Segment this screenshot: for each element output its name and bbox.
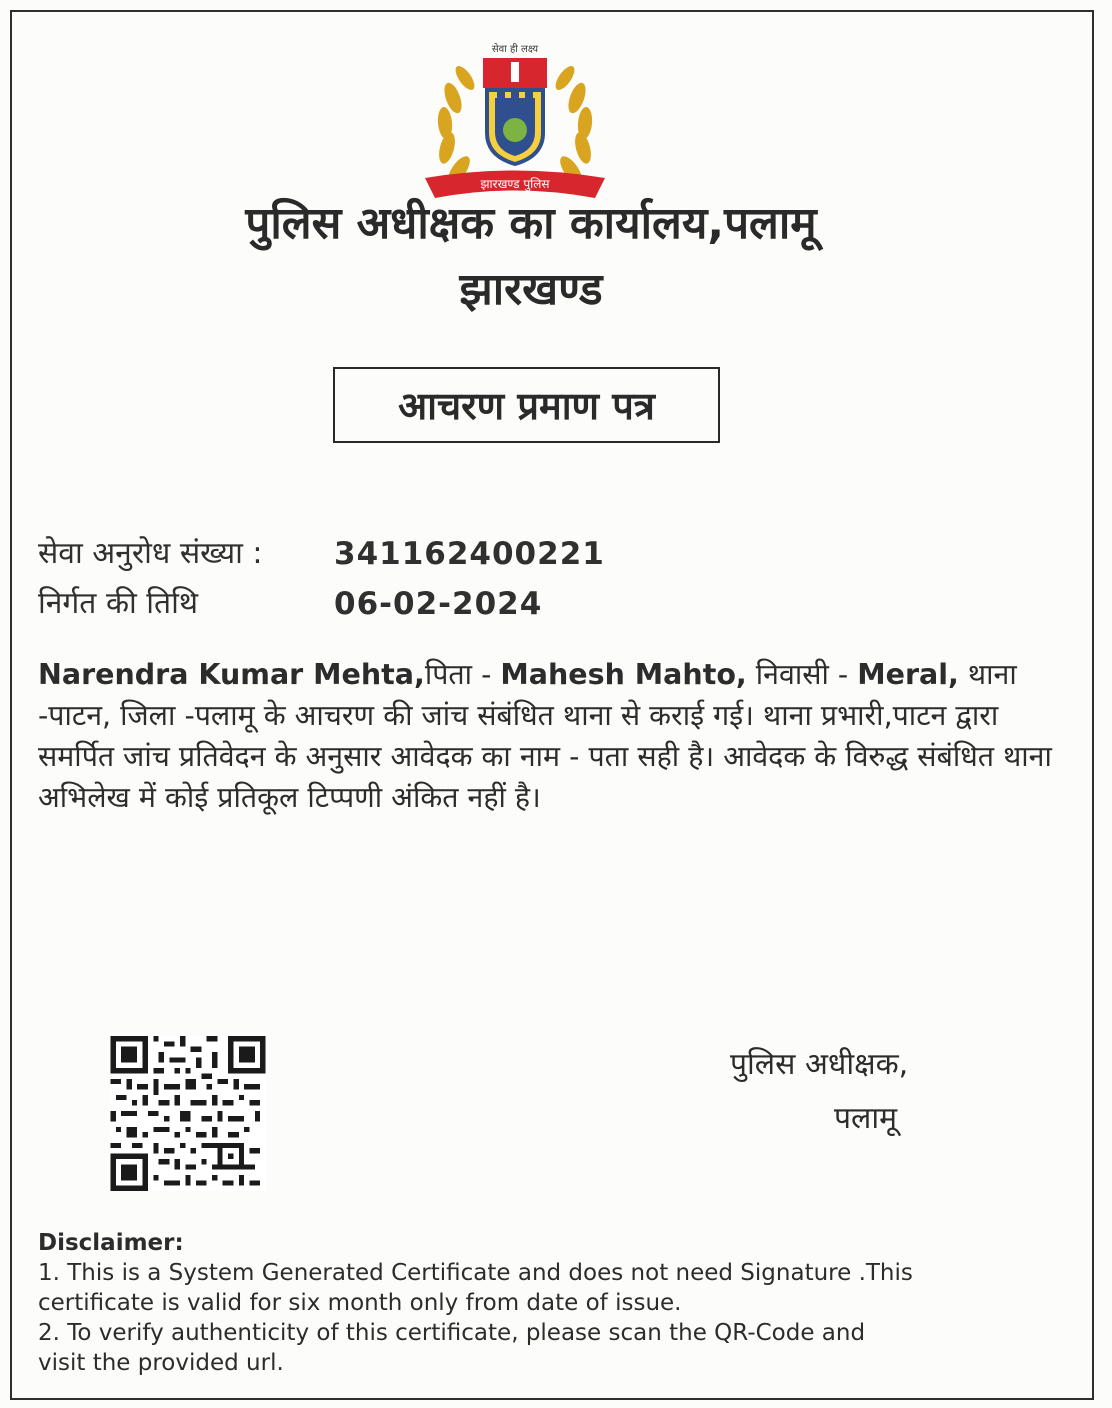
request-number-label: सेवा अनुरोध संख्या :	[38, 536, 263, 571]
disclaimer-line: 1. This is a System Generated Certificate and does not need Signature .This	[38, 1260, 913, 1286]
disclaimer-line: 2. To verify authenticity of this certificate, please scan the QR-Code and	[38, 1320, 866, 1346]
issue-date-label: निर्गत की तिथि	[38, 586, 199, 621]
applicant-name: Narendra Kumar Mehta,	[38, 658, 425, 691]
disclaimer-line: certificate is valid for six month only from date of issue.	[38, 1290, 682, 1316]
jharkhand-police-emblem-icon	[415, 38, 615, 213]
disclaimer	[38, 1228, 1038, 1378]
request-number-value: 341162400221	[334, 536, 605, 572]
body-rest: थाना -पाटन, जिला -पलामू के आचरण की जांच संबंधित थाना से कराई गई। थाना प्रभारी,पाटन द्वारा समर्पित जांच प्रतिवेदन के अनुसार आवेदक का नाम - पता सही है। आवेदक के विरुद्ध संबंधित थाना अभिलेख में कोई प्रतिकूल टिप्पणी अंकित नहीं है।	[38, 658, 1052, 814]
disclaimer-line: visit the provided url.	[38, 1350, 284, 1376]
office-title: पुलिस अधीक्षक का कार्यालय,पलामू	[245, 198, 817, 249]
father-label: पिता -	[424, 658, 501, 691]
request-number-row	[38, 534, 605, 574]
father-name: Mahesh Mahto,	[500, 658, 747, 691]
certificate-body	[38, 654, 1068, 818]
issue-date-row	[38, 584, 543, 624]
signatory-block	[730, 1038, 908, 1146]
emblem-banner-text: झारखण्ड पुलिस	[480, 177, 550, 191]
emblem-motto: सेवा ही लक्ष्य	[491, 44, 539, 55]
disclaimer-heading: Disclaimer:	[38, 1230, 184, 1256]
signatory-designation: पुलिस अधीक्षक,	[730, 1047, 909, 1082]
state-title: झारखण्ड	[459, 264, 603, 315]
qr-code-icon[interactable]	[108, 1036, 268, 1191]
issue-date-value: 06-02-2024	[334, 586, 543, 622]
resident-label: निवासी -	[746, 658, 858, 691]
certificate-title: आचरण प्रमाण पत्र	[333, 367, 720, 443]
village-name: Meral,	[857, 658, 959, 691]
signatory-place: पलामू	[834, 1101, 898, 1136]
